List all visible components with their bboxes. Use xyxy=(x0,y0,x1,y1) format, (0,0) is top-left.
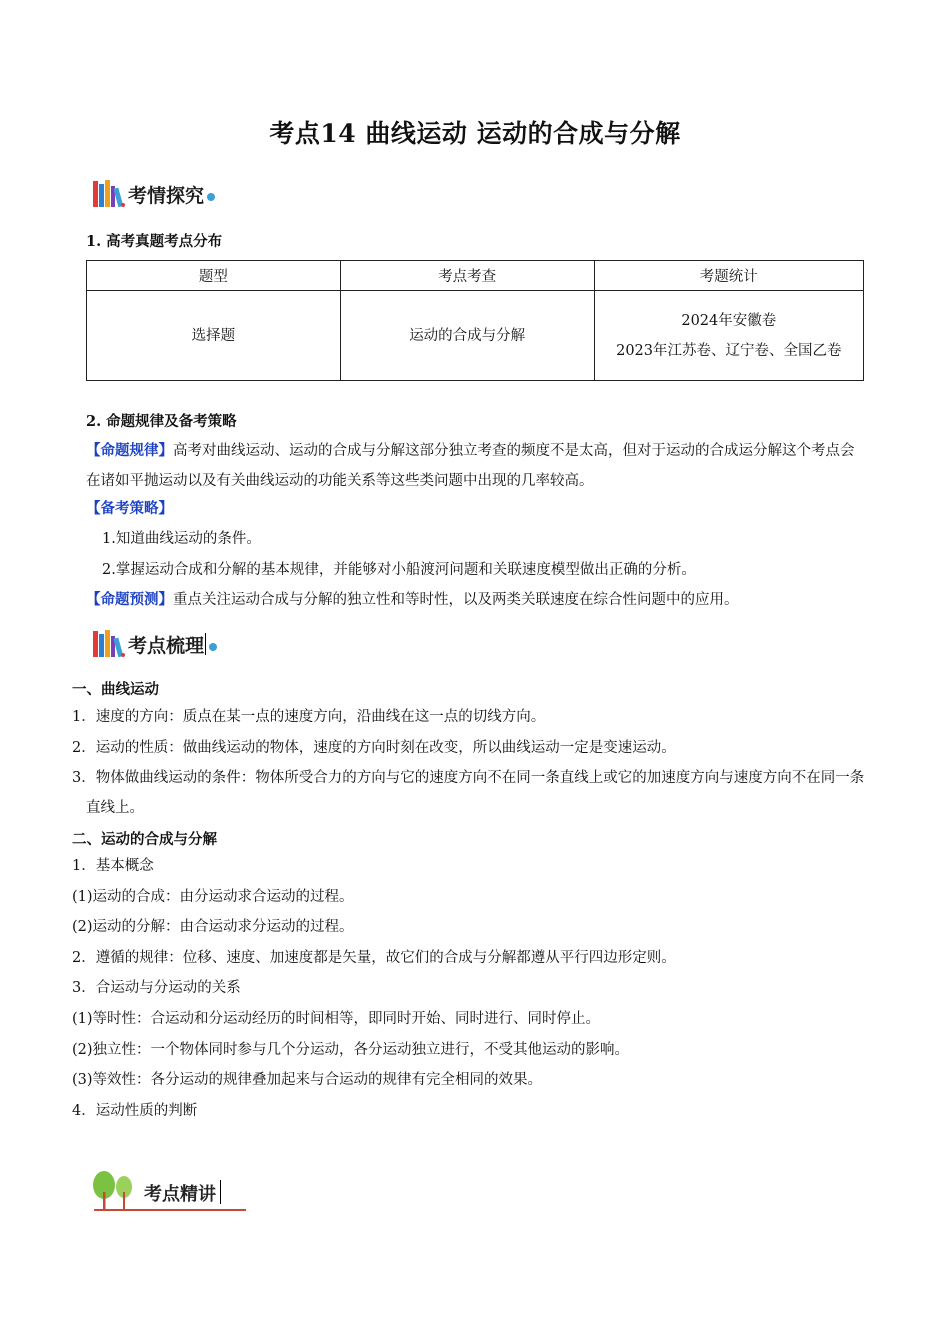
banner-underline xyxy=(94,1209,246,1211)
outline-item: (2)独立性：一个物体同时参与几个分运动，各分运动独立进行，不受其他运动的影响。 xyxy=(72,1042,630,1058)
outline-item: 3．合运动与分运动的关系 xyxy=(72,980,241,996)
banner-dot xyxy=(207,193,215,201)
table-header-cell: 题型 xyxy=(87,261,341,291)
text-cursor xyxy=(220,1180,221,1204)
exam-distribution-table xyxy=(86,260,864,381)
section-heading-strategy: 2. 命题规律及备考策略 xyxy=(86,413,237,430)
section-heading-exam-distribution: 1. 高考真题考点分布 xyxy=(86,233,223,250)
table-header-row xyxy=(87,261,864,291)
outline-item: 1．速度的方向：质点在某一点的速度方向，沿曲线在这一点的切线方向。 xyxy=(72,709,546,725)
outline-part2-title: 二、运动的合成与分解 xyxy=(72,831,217,848)
section-banner-exam-analysis xyxy=(92,174,215,214)
table-cell-type: 选择题 xyxy=(87,291,341,381)
outline-item: 2．运动的性质：做曲线运动的物体，速度的方向时刻在改变，所以曲线运动一定是变速运动。 xyxy=(72,740,676,756)
outline-item: 1．基本概念 xyxy=(72,858,154,874)
table-row xyxy=(87,291,864,381)
banner-label: 考情探究 xyxy=(128,184,205,207)
outline-item: (1)等时性：合运动和分运动经历的时间相等，即同时开始、同时进行、同时停止。 xyxy=(72,1011,601,1027)
rule-text: 高考对曲线运动、运动的合成与分解这部分独立考查的频度不是太高，但对于运动的合成运分解这个考点会在诸如平抛运动以及有关曲线运动的功能关系等这些类问题中出现的几率较高。 xyxy=(86,443,855,489)
section-banner-key-points xyxy=(92,624,217,664)
table-header-cell: 考题统计 xyxy=(594,261,863,291)
books-icon xyxy=(92,628,126,660)
stats-line: 2024年安徽卷 xyxy=(681,312,777,329)
table-header-cell: 考点考查 xyxy=(340,261,594,291)
forecast-text: 重点关注运动合成与分解的独立性和等时性，以及两类关联速度在综合性问题中的应用。 xyxy=(173,592,739,608)
outline-item: (2)运动的分解：由合运动求分运动的过程。 xyxy=(72,919,354,935)
table-cell-stats xyxy=(594,291,863,381)
page-title: 考点14 曲线运动 运动的合成与分解 xyxy=(269,119,681,148)
stats-line: 2023年江苏卷、辽宁卷、全国乙卷 xyxy=(616,342,842,359)
forecast-paragraph xyxy=(86,585,866,615)
outline-item: 4．运动性质的判断 xyxy=(72,1103,198,1119)
outline-part1-title: 一、曲线运动 xyxy=(72,681,159,698)
strategy-item: 2.掌握运动合成和分解的基本规律，并能够对小船渡河问题和关联速度模型做出正确的分析。 xyxy=(102,562,696,578)
text-cursor xyxy=(205,633,206,655)
banner-label: 考点精讲 xyxy=(144,1184,216,1205)
strategy-tag: 【备考策略】 xyxy=(86,500,173,517)
outline-item: 3．物体做曲线运动的条件：物体所受合力的方向与它的速度方向不在同一条直线上或它的加速度方向与速度方向不在同一条直线上。 xyxy=(72,770,865,816)
books-icon xyxy=(92,178,126,210)
table-cell-topic: 运动的合成与分解 xyxy=(340,291,594,381)
strategy-item: 1.知道曲线运动的条件。 xyxy=(102,531,261,547)
outline-item: 2．遵循的规律：位移、速度、加速度都是矢量，故它们的合成与分解都遵从平行四边形定则。 xyxy=(72,950,676,966)
forecast-tag: 【命题预测】 xyxy=(86,591,173,608)
outline-item: (3)等效性：各分运动的规律叠加起来与合运动的规律有完全相同的效果。 xyxy=(72,1072,543,1088)
trees-icon xyxy=(90,1168,136,1212)
proposition-rule-paragraph xyxy=(86,436,866,496)
banner-dot xyxy=(209,643,217,651)
rule-tag: 【命题规律】 xyxy=(86,442,173,459)
outline-item: (1)运动的合成：由分运动求合运动的过程。 xyxy=(72,889,354,905)
banner-label: 考点梳理 xyxy=(128,634,205,657)
section-banner-detailed-lecture xyxy=(90,1168,250,1214)
